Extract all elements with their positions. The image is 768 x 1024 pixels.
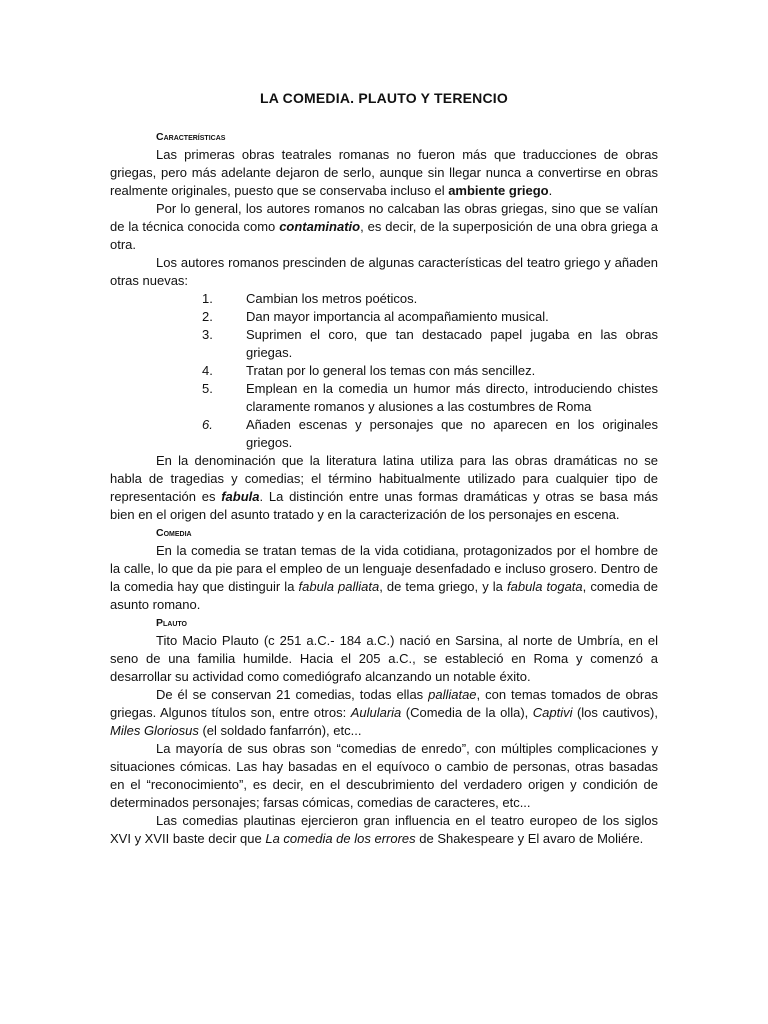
bold-italic-term: contaminatio	[279, 219, 361, 234]
paragraph: Tito Macio Plauto (c 251 a.C.- 184 a.C.) nació en Sarsina, al norte de Umbría, en el seno de una familia humilde. Hacia el 205 a.C., se estableció en Roma y comenzó a desarrollar su actividad como comediógrafo alcanzando un notable éxito.	[110, 633, 658, 684]
italic-title: La comedia de los errores	[265, 831, 416, 846]
italic-title: Aulularia	[350, 705, 402, 720]
paragraph: Las primeras obras teatrales romanas no fueron más que traducciones de obras griegas, pero más adelante dejaron de serlo, aunque sin llegar nunca a convertirse en obras realmente originales, puesto que se conservaba incluso el ambiente griego.	[110, 147, 658, 198]
paragraph: En la denominación que la literatura latina utiliza para las obras dramáticas no se habla de tragedias y comedias; el término habitualmente utilizado para cualquier tipo de representación es fabula. La distinción entre unas formas dramáticas y otras se basa más bien en el origen del asunto tratado y en la caracterización de los personajes en escena.	[110, 453, 658, 522]
list-item: 1. Cambian los metros poéticos.	[202, 291, 418, 306]
italic-term: palliatae	[428, 687, 477, 702]
paragraph: Por lo general, los autores romanos no calcaban las obras griegas, sino que se valían de la técnica conocida como contaminatio, es decir, de la superposición de una obra griega a otra.	[110, 201, 658, 252]
list-number: 6.	[202, 417, 213, 432]
paragraph: Los autores romanos prescinden de algunas características del teatro griego y añaden otras nuevas:	[110, 255, 658, 288]
list-item: 4. Tratan por lo general los temas con más sencillez.	[202, 363, 536, 378]
list-number: 5.	[202, 381, 213, 396]
document-title: LA COMEDIA. PLAUTO Y TERENCIO	[260, 90, 508, 106]
list-number: 2.	[202, 309, 213, 324]
italic-term: fabula togata	[507, 579, 583, 594]
document-body	[110, 128, 658, 848]
italic-title: Captivi	[532, 705, 573, 720]
paragraph: De él se conservan 21 comedias, todas ellas palliatae, con temas tomados de obras griegas. Algunos títulos son, entre otros: Aulularia (Comedia de la olla), Captivi (los cautivos), Miles Gloriosus (el soldado fanfarrón), etc...	[110, 687, 658, 738]
italic-title: Miles Gloriosus	[110, 723, 199, 738]
bold-italic-term: fabula	[221, 489, 260, 504]
italic-term: fabula palliata	[298, 579, 380, 594]
list-item: 3. Suprimen el coro, que tan destacado papel jugaba en las obras griegas.	[202, 327, 658, 360]
list-item: 2. Dan mayor importancia al acompañamiento musical.	[202, 309, 549, 324]
paragraph: En la comedia se tratan temas de la vida cotidiana, protagonizados por el hombre de la calle, lo que da pie para el empleo de un lenguaje desenfadado e incluso grosero. Dentro de la comedia hay que distinguir la fabula palliata, de tema griego, y la fabula togata, comedia de asunto romano.	[110, 543, 658, 612]
paragraph: Las comedias plautinas ejercieron gran influencia en el teatro europeo de los siglos XVI y XVII baste decir que La comedia de los errores de Shakespeare y El avaro de Moliére.	[110, 813, 658, 846]
section-heading-caracteristicas: Características	[156, 131, 226, 143]
section-heading-plauto: Plauto	[156, 617, 187, 629]
list-item: 5. Emplean en la comedia un humor más directo, introduciendo chistes claramente romanos y alusiones a las costumbres de Roma	[202, 381, 658, 414]
list-item: 6. Añaden escenas y personajes que no aparecen en los originales griegos.	[202, 417, 658, 450]
list-number: 3.	[202, 327, 213, 342]
list-number: 4.	[202, 363, 213, 378]
paragraph: La mayoría de sus obras son “comedias de enredo”, con múltiples complicaciones y situaciones cómicas. Las hay basadas en el equívoco o cambio de personas, otras basadas en el “reconocimiento”, es decir, en el descubrimiento del verdadero origen y condición de determinados personajes; farsas cómicas, comedias de caracteres, etc...	[110, 741, 658, 810]
bold-term: ambiente griego	[448, 183, 549, 198]
section-heading-comedia: Comedia	[156, 527, 192, 539]
list-number: 1.	[202, 291, 213, 306]
